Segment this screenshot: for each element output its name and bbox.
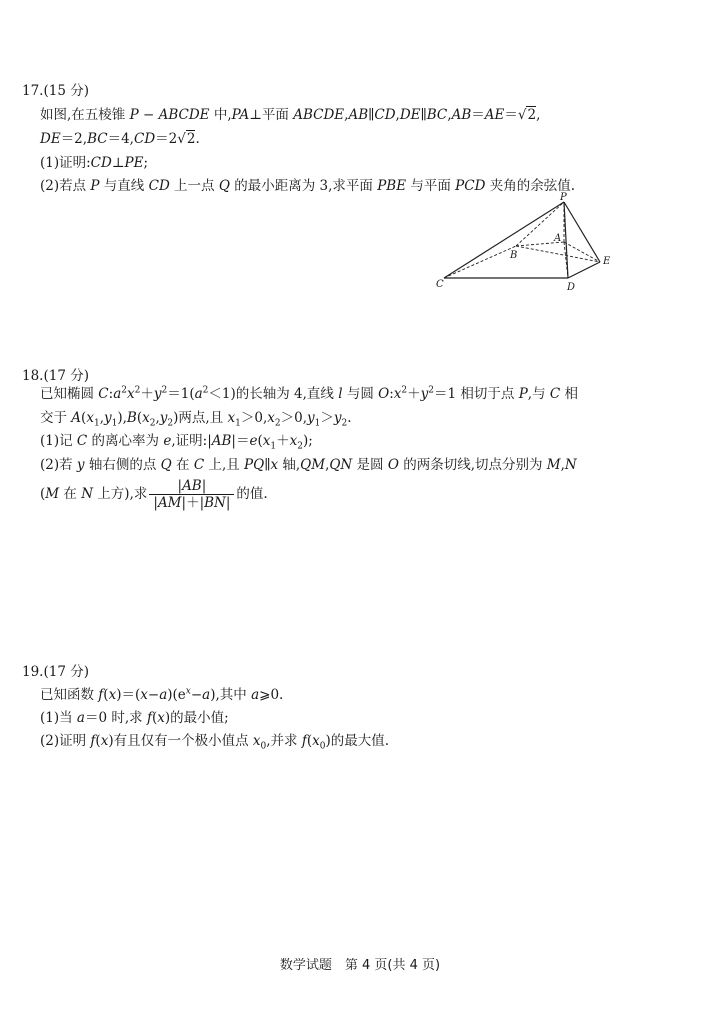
- q17-header: 17.(15 分): [22, 83, 89, 99]
- edge-de: [568, 262, 600, 278]
- edge-cb: [444, 246, 516, 278]
- q18-stem-line2: 交于 $A(x_1,y_1),B(x_2,y_2)$两点,且 $x_1>0,x_2>0,y_1>y_2$.: [40, 410, 352, 429]
- edge-pd: [564, 202, 568, 278]
- label-d: D: [567, 282, 576, 293]
- q18-header: 18.(17 分): [22, 368, 89, 384]
- page-footer: 数学试题 第 4 页(共 4 页): [279, 958, 441, 973]
- q18-part2-line2: (M 在 N 上方),求 $\frac{|AB|}{|AM|+|BN|}$ 的值.: [40, 478, 268, 511]
- q17-stem-line2: DE＝2,BC＝4,CD＝2√2.: [40, 131, 200, 147]
- q17-stem-line1: 如图,在五棱锥 P − ABCDE 中,PA⊥平面 ABCDE,AB∥CD,DE∥BC,AB＝AE＝√2,: [40, 107, 541, 123]
- pyramid-figure: [430, 192, 620, 302]
- q17-part1: (1)证明:CD⊥PE;: [40, 155, 149, 171]
- q18-part1: (1)记 C 的离心率为 e,证明$:|AB|=e(x_1+x_2)$;: [40, 433, 313, 452]
- q19-header: 19.(17 分): [22, 664, 89, 680]
- edge-pc: [444, 202, 564, 278]
- q18-part2-line1: (2)若 y 轴右侧的点 Q 在 C 上,且 PQ∥x 轴,QM,QN 是圆 O 的两条切线,切点分别为 M,N: [40, 457, 577, 473]
- q18-stem-line1: 已知椭圆 $C:a^2x^2+y^2=1(a^2<1)$的长轴为 4,直线 l 与圆 $O:x^2+y^2=1$ 相切于点 P,与 C 相: [40, 385, 579, 402]
- label-a: A: [554, 233, 562, 244]
- edge-pe: [564, 202, 600, 262]
- q17-part2: (2)若点 P 与直线 CD 上一点 Q 的最小距离为 3,求平面 PBE 与平面 PCD 夹角的余弦值.: [40, 178, 575, 194]
- q19-stem: 已知函数 $f(x)=(x-a)(e^x-a)$,其中 a⩾0.: [40, 686, 284, 703]
- q19-part1: (1)当 a＝0 时,求 f(x)的最小值;: [40, 710, 229, 726]
- label-e: E: [603, 256, 611, 267]
- label-b: B: [510, 250, 518, 261]
- edge-be: [516, 246, 600, 262]
- q18-fraction: $\frac{|AB|}{|AM|+|BN|}$: [149, 478, 234, 511]
- label-p: P: [560, 192, 567, 203]
- q19-part2: (2)证明 f(x)有且仅有一个极小值点 $x_0$,并求 $f(x_0)$的最大值.: [40, 733, 390, 752]
- label-c: C: [436, 279, 444, 290]
